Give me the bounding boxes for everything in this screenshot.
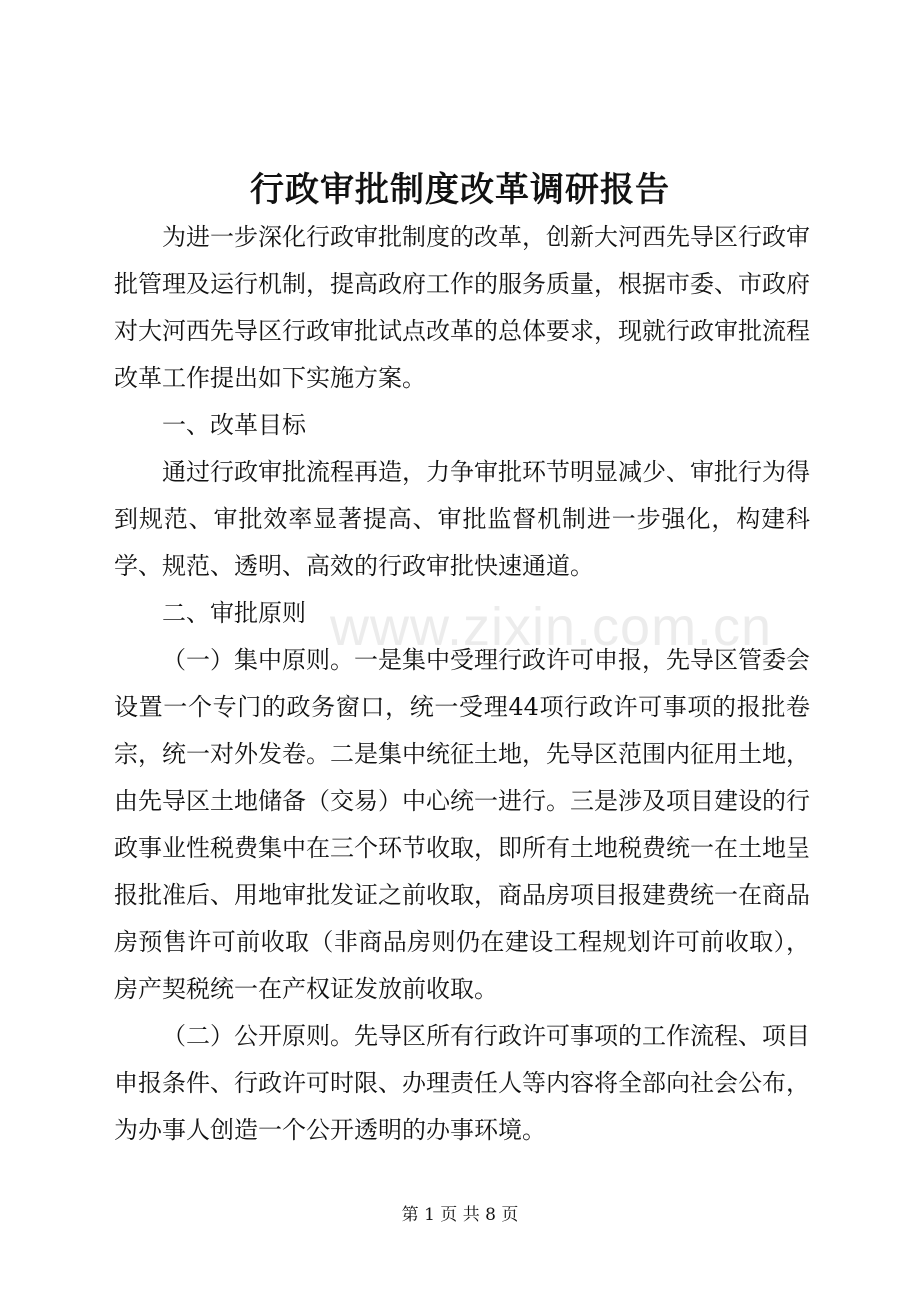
document-body — [114, 214, 810, 1154]
paragraph-intro: 为进一步深化行政审批制度的改革，创新大河西先导区行政审批管理及运行机制，提高政府工作的服务质量，根据市委、市政府对大河西先导区行政审批试点改革的总体要求，现就行政审批流程改革工作提出如下实施方案。 — [114, 223, 810, 392]
paragraph-goals: 通过行政审批流程再造，力争审批环节明显减少、审批行为得到规范、审批效率显著提高、审批监督机制进一步强化，构建科学、规范、透明、高效的行政审批快速通道。 — [114, 458, 810, 580]
section-heading-principles: 二、审批原则 — [162, 599, 306, 627]
page-footer: 第 1 页 共 8 页 — [401, 1205, 519, 1225]
paragraph-principle-centralized: （一）集中原则。一是集中受理行政许可申报，先导区管委会设置一个专门的政务窗口，统一受理44项行政许可事项的报批卷宗，统一对外发卷。二是集中统征土地，先导区范围内征用土地，由先导区土地储备（交易）中心统一进行。三是涉及项目建设的行政事业性税费集中在三个环节收取，即所有土地税费统一在土地呈报批准后、用地审批发证之前收取，商品房项目报建费统一在商品房预售许可前收取（非商品房则仍在建设工程规划许可前收取），房产契税统一在产权证发放前收取。 — [114, 646, 810, 1003]
section-heading-goals: 一、改革目标 — [162, 411, 306, 439]
document-title: 行政审批制度改革调研报告 — [250, 170, 670, 210]
watermark: www.zixin.com.cn — [330, 597, 773, 657]
paragraph-principle-open: （二）公开原则。先导区所有行政许可事项的工作流程、项目申报条件、行政许可时限、办理责任人等内容将全部向社会公布，为办事人创造一个公开透明的办事环境。 — [114, 1022, 810, 1144]
